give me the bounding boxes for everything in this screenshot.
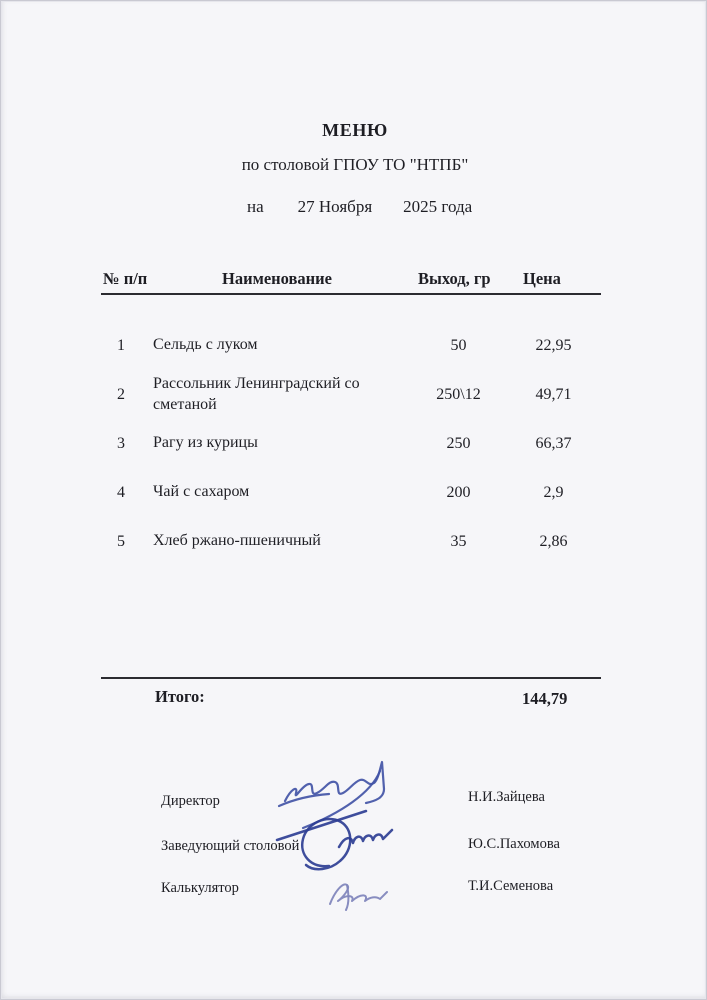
dish-name: Рассольник Ленинградский со сметаной (153, 374, 360, 413)
dish-price: 49,71 (535, 385, 572, 403)
date-line (247, 197, 472, 217)
dish-name: Хлеб ржано-пшеничный (153, 532, 321, 550)
header-rule (101, 293, 601, 295)
table-row (101, 517, 601, 566)
row-number: 2 (117, 385, 125, 403)
table-row (101, 468, 601, 517)
row-number: 4 (117, 483, 125, 501)
row-number: 5 (117, 532, 125, 550)
dish-output: 50 (450, 336, 467, 354)
dish-price: 2,9 (543, 483, 564, 501)
table-header-output: Выход, гр (418, 269, 491, 288)
table-header-price: Цена (523, 269, 561, 288)
manager-signature-ink (277, 811, 392, 869)
date-value: 27 Ноября (297, 197, 373, 216)
page-title: МЕНЮ (322, 120, 388, 140)
handwritten-signatures (269, 743, 425, 918)
signature-name-calculator: Т.И.Семенова (468, 878, 554, 894)
dish-output: 200 (446, 483, 471, 501)
dish-name: Сельдь с луком (153, 336, 258, 354)
dish-price: 66,37 (535, 434, 572, 452)
dish-price: 22,95 (535, 336, 572, 354)
row-number: 1 (117, 336, 125, 354)
signature-name-manager: Ю.С.Пахомова (468, 836, 560, 852)
dish-output: 35 (450, 532, 467, 550)
dish-output: 250\12 (436, 385, 481, 403)
table-row (101, 321, 601, 370)
signature-role-manager: Заведующий столовой (161, 838, 300, 854)
dish-price: 2,86 (539, 532, 568, 550)
calculator-signature-ink (330, 884, 387, 910)
table-row (101, 419, 601, 468)
total-label: Итого: (155, 687, 205, 706)
page-subtitle: по столовой ГПОУ ТО "НТПБ" (241, 155, 469, 174)
menu-table-body (101, 321, 601, 566)
dish-name: Рагу из курицы (153, 434, 258, 452)
table-header-name: Наименование (222, 269, 332, 288)
total-value: 144,79 (522, 689, 568, 708)
table-row (101, 370, 601, 419)
signature-role-calculator: Калькулятор (161, 880, 239, 896)
signature-role-director: Директор (161, 793, 220, 809)
dish-output: 250 (446, 434, 471, 452)
table-header-num: № п/п (103, 269, 148, 288)
dish-name: Чай с сахаром (153, 483, 250, 501)
total-rule (101, 677, 601, 679)
date-year: 2025 года (403, 197, 473, 216)
date-prefix: на (247, 197, 264, 216)
signature-name-director: Н.И.Зайцева (468, 789, 545, 805)
row-number: 3 (117, 434, 125, 452)
